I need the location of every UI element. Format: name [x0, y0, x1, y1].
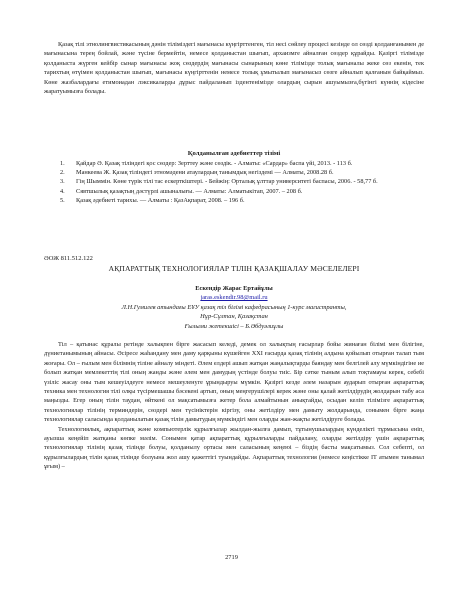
- bibliography-item: [60, 159, 420, 168]
- udc-code: ӘОЖ 811.512.122: [44, 255, 93, 262]
- bibliography-item-number: 3.: [60, 178, 65, 186]
- bibliography-item-text: Сявтшылық қазақтың дәстүрлі ашыналығы. — Алматы: Алматыкітап, 2007. – 208 б.: [76, 187, 303, 195]
- bibliography-item-text: Қайдар Ә. Қазақ тіліндегі қос сөздер: Зерттеу және сөздік. - Алматы: «Сардар» баспа үйі, 2013. - 113 б.: [76, 160, 353, 167]
- bibliography-list: [60, 159, 420, 205]
- bibliography-item: [60, 187, 420, 196]
- author-affiliation: Л.Н.Гумилев атындағы ЕҰУ қазақ тіл білімі кафедрасының 1-курс магистранты,: [121, 304, 347, 311]
- bibliography-item-text: Қазақ әдебиеті тарихы. — Алматы : ҚазАқпарат, 2008. – 196 б.: [76, 196, 245, 204]
- page-number: 2719: [225, 554, 238, 561]
- bibliography-item-text: Манкеева Ж. Қазақ тіліндегі этномәдени атаулардың танымдық негіздемі — Алматы, 2008.28 б.: [76, 169, 334, 177]
- bibliography-heading: Қолданылған әдебиеттер тізімі: [187, 150, 281, 157]
- article-title: АҚПАРАТТЫҚ ТЕХНОЛОГИЯЛАР ТІЛІН ҚАЗАҚШАЛАУ МӘСЕЛЕЛЕРІ: [108, 264, 360, 273]
- bibliography-item-text: Гің Шыммін. Көне түрік тілі тас ескерткіштері. - Бейжің: Орталық ұлттар университеті баспасы, 2006. - 58,77 б.: [76, 178, 378, 186]
- author-email-link[interactable]: jaras.eskendir.98@mail.ru: [200, 294, 268, 301]
- bibliography-item: [60, 168, 420, 177]
- bibliography-item: [60, 196, 420, 205]
- bibliography-item-number: 4.: [60, 187, 65, 195]
- bibliography-item-number: 5.: [60, 196, 65, 204]
- intro-section: [44, 40, 424, 96]
- bibliography-item-number: 2.: [60, 169, 65, 177]
- author-location: Нұр-Сұлтан, Қазақстан: [200, 313, 268, 320]
- bibliography-item-number: 1.: [60, 160, 65, 167]
- article-body: [44, 340, 424, 472]
- bibliography-item: [60, 177, 420, 186]
- scientific-advisor: Ғылыми жетекшісі – Б.Әбдуәлиұлы: [184, 323, 284, 330]
- body-paragraph: Технологиялық, ақпараттық және компьютерлік құрылғылар жылдан-жылға дамып, тұтынушылардың күнделікті тұрмысына еніп, ауызша кеңейіп жатқаны көпке мәлім. Сонымен қатар ақпараттық құрылғыларды пайдалану, оларды жетілдіру үшін ақпараттық технологиялар тілінің қазақ тілінде болуы, қолданылу ортасы мен саласының кеңеюі – біздің басты мақсатымыз. Сол себепті, ол құрылғылардың тілін қазақ тілінде болуына жол ашу қажеттігі туындайды. Ақпараттық технология (немесе кеңістікке ІТ атымен танымал ұғым) –: [44, 425, 424, 471]
- body-paragraph: Тіл – қатынас құралы ретінде халықпен бірге жасасып келеді, демек ол халықтың ғасырлар бойы жинаған білімі мен білігіне, дүниетанымының айнасы. Әсіресе жаһандану мен даму қарқыны күшейген XXI ғасырда қазақ тілінің алдына қойылып отырған талап тым жоғары. Ол – ғылым мен білімнің тіліне айналу міндеті. Әлем елдері ашып жатқан жаңалықтарды баяндау мен белгілей алу мүмкіндігіне ие болып жатқан мемлекеттің тілі оның жанды және әлем мен дамудың үстінде болуы тиіс. Бір сәтке тыным алып тоқтамауы керек, себебі үзіліс жасау оны тым кешеуілдеуге немесе мешеуленуге ұрындыруы мүмкін. Қазіргі кезде әлем назарын аударып отырған ақпараттық техника мен технология тілі олқы түсірмешашы бәсекені артып, оның меңгерушілері керек және оны қалай жетілдірудің жолдарын табу аса маңызды. Егер оның тілін таудан, өйткені ол мақсатымызға жетер бола алмайтынын анықтайды, осыдан келіп тілімізге ақпараттық технологиялар тілінің терминдерін, сөздері мен түсініктерін кіргізу, оны жетілдіру мен дамыту жолдарында, сонымен бірге жаңа технологиялар саласында қолданылатын қазақ тілін дамытудың мүмкіндігі мен оларды жан-жақты жетілдіруге болады.: [44, 341, 424, 424]
- intro-paragraph: Қазақ тілі этнолингвистикасының дәнін тіліміздегі мағынасы күңгірттенген, тіл несі сөйлеу процесі кезінде ол сөзді қолданғанымен де мағынасына терең бойлай, және түсіне бермейтін, немесе қолданыстан шығып, архаизмге айналған сөздер құрайды. Қазіргі тілімізде қолданыста жүрген кейбір сынар мағынасы жоқ сөздердің мағынасы сынарының көне тілімізде толық мағыналы жеке сөз екенін, тек тарихтың өтүімен қолданыстан шығып, мағынасы күңгірттенін немесе толық ұмытылып мағынасыз сөзге айналып қалғанын байқаймыз. Көне жазбалардағы етимоиадан лэксикаларды дұрыс пайдаланып іздентенімізде олардың сырын ашуымызға,бүгінгі күннің кідесіне жаратуымызға болады.: [44, 41, 424, 96]
- author-name: Ескендір Жарас Ертайұлы: [195, 285, 273, 292]
